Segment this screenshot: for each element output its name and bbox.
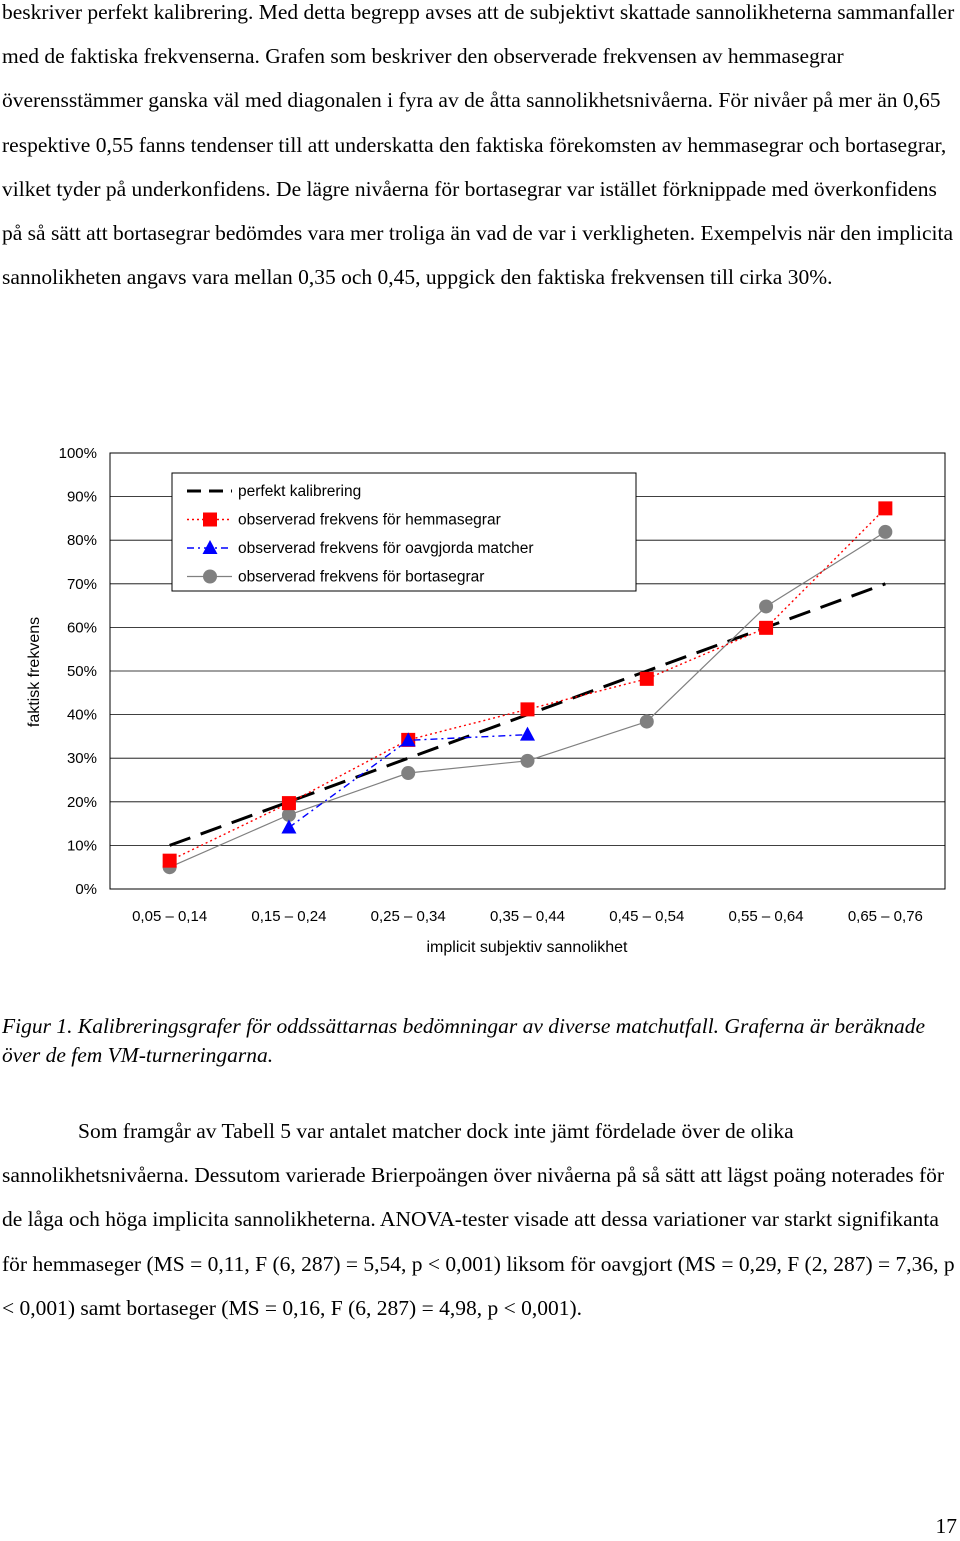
data-point [759,621,773,635]
x-tick-label: 0,65 – 0,76 [847,908,923,925]
y-tick-label: 90% [66,488,97,506]
calibration-chart [0,430,960,970]
y-tick-label: 60% [66,619,97,637]
x-tick-label: 0,05 – 0,14 [132,908,208,925]
y-tick-label: 40% [66,706,97,724]
x-tick-label: 0,45 – 0,54 [609,908,685,925]
data-point [521,702,535,716]
legend-label: observerad frekvens för hemmasegrar [238,511,501,529]
x-tick-label: 0,35 – 0,44 [489,908,566,925]
data-point [401,766,415,780]
x-axis-title: implicit subjektiv sannolikhet [426,939,628,956]
data-point [163,854,177,868]
y-tick-label: 100% [58,445,97,462]
legend-label: observerad frekvens för oavgjorda matcher [238,540,534,557]
x-tick-label: 0,25 – 0,34 [370,908,446,925]
y-tick-labels [59,445,97,898]
chart-canvas [0,430,960,970]
legend-marker [203,570,217,584]
data-point [759,599,773,613]
x-tick-labels [132,908,923,925]
data-point [282,796,296,810]
data-point [640,715,654,729]
y-tick-label: 20% [66,793,97,811]
data-point [878,501,892,515]
y-tick-label: 70% [66,575,97,593]
y-tick-label: 0% [75,881,97,898]
x-tick-label: 0,55 – 0,64 [728,908,804,925]
data-point [878,525,892,539]
y-tick-label: 80% [66,532,97,550]
body-paragraph-2: Som framgår av Tabell 5 var antalet matcher dock inte jämt fördelade över de olika sannolikhetsnivåerna. Dessutom varierade Brierpoängen över nivåerna på så sätt att lägst poäng noterades för de låga och höga implicita sannolikheterna. ANOVA-tester visade att dessa variationer var starkt signifikanta för hemmaseger (MS = 0,11, F (6, 287) = 5,54, p < 0,001) liksom för oavgjort (MS = 0,29, F (2, 287) = 7,36, p < 0,001) samt bortaseger (MS = 0,16, F (6, 287) = 4,98, p < 0,001). [2,1119,955,1320]
y-tick-label: 50% [66,663,97,680]
x-tick-label: 0,15 – 0,24 [251,908,327,925]
legend-label: observerad frekvens för bortasegrar [238,568,485,586]
body-paragraph-1: beskriver perfekt kalibrering. Med detta begrepp avses att de subjektivt skattade sannolikheterna sammanfaller med de faktiska frekvenserna. Grafen som beskriver den observerade frekvensen av hemmasegrar överensstämmer ganska väl med diagonalen i fyra av de åtta sannolikhetsnivåerna. För nivåer på mer än 0,65 respektive 0,55 fanns tendenser till att underskatta den faktiska förekomsten av hemmasegrar och bortasegrar, vilket tyder på underkonfidens. De lägre nivåerna för bortasegrar var istället förknippade med överkonfidens på så sätt att bortasegrar bedömdes vara mer troliga än vad de var i verkligheten. Exempelvis när den implicita sannolikheten angavs vara mellan 0,35 och 0,45, uppgick den faktiska frekvensen till cirka 30%. [2,0,955,290]
data-point [640,672,654,686]
legend [172,473,636,591]
page-number: 17 [935,1514,957,1538]
legend-label: perfekt kalibrering [238,483,362,500]
legend-entry [187,540,534,557]
y-tick-label: 30% [66,750,97,768]
data-point [521,754,535,768]
legend-marker [203,513,217,527]
figure-caption: Figur 1. Kalibreringsgrafer för oddssättarnas bedömningar av diverse matchutfall. Graferna är beräknade över de fem VM-turneringarna. [2,1014,926,1067]
y-tick-label: 10% [66,837,97,855]
y-axis-title: faktisk frekvens [26,616,43,728]
